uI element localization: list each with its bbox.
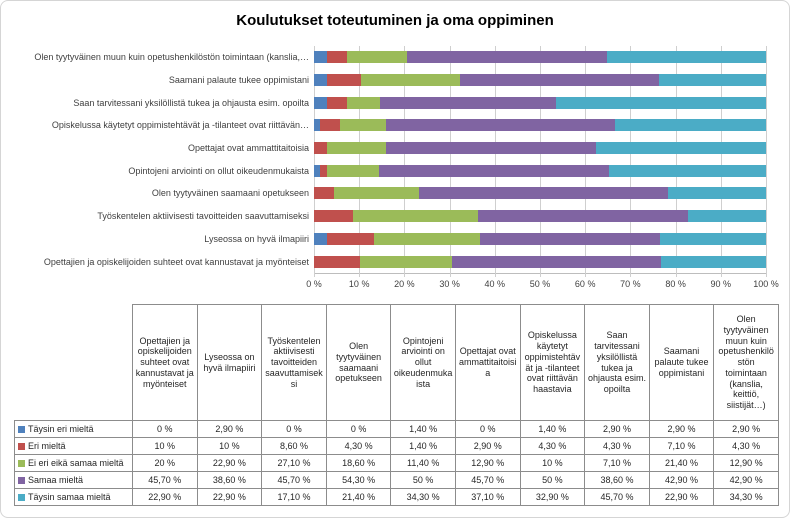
category-label: Saan tarvitessani yksilöllistä tukea ja ohjausta esim. opoilta bbox=[73, 97, 309, 108]
legend-label: Täysin samaa mieltä bbox=[28, 492, 111, 502]
column-header: Olen tyytyväinen saamaani opetukseen bbox=[326, 305, 391, 421]
header-row bbox=[15, 305, 779, 421]
value-cell: 7,10 % bbox=[649, 438, 714, 455]
value-cell: 50 % bbox=[391, 472, 456, 489]
chart-row bbox=[9, 46, 766, 69]
category-label: Opettajien ja opiskelijoiden suhteet ovat kannustavat ja myönteiset bbox=[43, 256, 309, 267]
bar-track bbox=[314, 210, 766, 222]
value-cell: 45,70 % bbox=[455, 472, 520, 489]
bar-segment bbox=[596, 142, 766, 154]
x-tick-label: 70 % bbox=[620, 279, 641, 289]
category-label: Lyseossa on hyvä ilmapiiri bbox=[204, 233, 309, 244]
bar-segment bbox=[480, 233, 659, 245]
table-row bbox=[15, 438, 779, 455]
bar-segment bbox=[661, 256, 766, 268]
column-header: Saan tarvitessani yksilöllistä tukea ja ohjausta esim. opoilta bbox=[585, 305, 650, 421]
table-row bbox=[15, 455, 779, 472]
legend-label: Ei eri eikä samaa mieltä bbox=[28, 458, 124, 468]
column-header: Opettajien ja opiskelijoiden suhteet ovat kannustavat ja myönteiset bbox=[133, 305, 198, 421]
value-cell: 20 % bbox=[133, 455, 198, 472]
bar-segment bbox=[314, 97, 327, 109]
column-header: Saamani palaute tukee oppimistani bbox=[649, 305, 714, 421]
value-cell: 12,90 % bbox=[714, 455, 779, 472]
x-tick-label: 20 % bbox=[394, 279, 415, 289]
value-cell: 22,90 % bbox=[649, 489, 714, 506]
value-cell: 0 % bbox=[455, 421, 520, 438]
bar-segment bbox=[314, 210, 353, 222]
bar-segment bbox=[347, 51, 407, 63]
value-cell: 54,30 % bbox=[326, 472, 391, 489]
bar-segment bbox=[668, 187, 766, 199]
value-cell: 4,30 % bbox=[520, 438, 585, 455]
value-cell: 50 % bbox=[520, 472, 585, 489]
value-cell: 45,70 % bbox=[262, 472, 327, 489]
bar-segment bbox=[386, 119, 615, 131]
chart-row bbox=[9, 228, 766, 251]
bar-track bbox=[314, 51, 766, 63]
value-cell: 1,40 % bbox=[391, 421, 456, 438]
value-cell: 1,40 % bbox=[391, 438, 456, 455]
bar-segment bbox=[327, 51, 347, 63]
stacked-bar-chart bbox=[9, 46, 766, 273]
chart-row bbox=[9, 69, 766, 92]
legend-cell bbox=[15, 455, 133, 472]
bar-segment bbox=[407, 51, 606, 63]
value-cell: 4,30 % bbox=[585, 438, 650, 455]
x-tick-label: 60 % bbox=[574, 279, 596, 289]
chart-row bbox=[9, 91, 766, 114]
bar-segment bbox=[327, 74, 360, 86]
legend-label: Eri mieltä bbox=[28, 441, 66, 451]
value-cell: 22,90 % bbox=[133, 489, 198, 506]
bar-segment bbox=[327, 97, 347, 109]
bar-segment bbox=[320, 119, 340, 131]
value-cell: 21,40 % bbox=[326, 489, 391, 506]
legend-swatch-icon bbox=[18, 443, 25, 450]
value-cell: 10 % bbox=[520, 455, 585, 472]
value-cell: 42,90 % bbox=[649, 472, 714, 489]
x-tick-label: 10 % bbox=[348, 279, 370, 289]
bar-track bbox=[314, 256, 766, 268]
bar-segment bbox=[556, 97, 765, 109]
chart-title: Koulutukset toteutuminen ja oma oppiminen bbox=[236, 12, 554, 29]
value-cell: 45,70 % bbox=[133, 472, 198, 489]
bar-segment bbox=[609, 165, 766, 177]
bar-track bbox=[314, 233, 766, 245]
bar-segment bbox=[327, 233, 373, 245]
chart-row bbox=[9, 205, 766, 228]
table-row bbox=[15, 472, 779, 489]
legend-swatch-icon bbox=[18, 426, 25, 433]
legend-label: Samaa mieltä bbox=[28, 475, 84, 485]
value-cell: 2,90 % bbox=[714, 421, 779, 438]
chart-row bbox=[9, 159, 766, 182]
x-tick-label: 0 % bbox=[306, 279, 322, 289]
value-cell: 32,90 % bbox=[520, 489, 585, 506]
bar-track bbox=[314, 119, 766, 131]
table-row bbox=[15, 421, 779, 438]
column-header: Lyseossa on hyvä ilmapiiri bbox=[197, 305, 262, 421]
value-cell: 12,90 % bbox=[455, 455, 520, 472]
legend-swatch-icon bbox=[18, 460, 25, 467]
value-cell: 38,60 % bbox=[585, 472, 650, 489]
bar-segment bbox=[360, 256, 452, 268]
bar-segment bbox=[460, 74, 659, 86]
bar-track bbox=[314, 165, 766, 177]
x-tick-label: 30 % bbox=[439, 279, 460, 289]
bar-segment bbox=[380, 97, 557, 109]
column-header: Työskentelen aktiivisesti tavoitteiden saavuttamiseksi bbox=[262, 305, 327, 421]
bar-segment bbox=[327, 142, 386, 154]
bar-segment bbox=[379, 165, 608, 177]
bar-segment bbox=[327, 165, 379, 177]
legend-cell bbox=[15, 421, 133, 438]
legend-swatch-icon bbox=[18, 477, 25, 484]
chart-row bbox=[9, 182, 766, 205]
bar-segment bbox=[478, 210, 688, 222]
bar-segment bbox=[688, 210, 766, 222]
column-header: Opintojeni arviointi on ollut oikeudenmukaista bbox=[391, 305, 456, 421]
value-cell: 2,90 % bbox=[197, 421, 262, 438]
bar-segment bbox=[386, 142, 595, 154]
value-cell: 1,40 % bbox=[520, 421, 585, 438]
bar-track bbox=[314, 74, 766, 86]
column-header: Opettajat ovat ammattitaitoisia bbox=[455, 305, 520, 421]
x-tick-label: 50 % bbox=[529, 279, 551, 289]
category-label: Olen tyytyväinen saamaani opetukseen bbox=[151, 188, 309, 199]
category-label: Olen tyytyväinen muun kuin opetushenkilöstön toimintaan (kanslia,… bbox=[34, 52, 309, 63]
bar-track bbox=[314, 187, 766, 199]
value-cell: 4,30 % bbox=[714, 438, 779, 455]
x-tick-label: 90 % bbox=[710, 279, 732, 289]
bar-segment bbox=[340, 119, 386, 131]
value-cell: 22,90 % bbox=[197, 489, 262, 506]
bar-segment bbox=[659, 74, 765, 86]
value-cell: 0 % bbox=[326, 421, 391, 438]
bar-segment bbox=[419, 187, 668, 199]
bar-segment bbox=[314, 256, 360, 268]
value-cell: 38,60 % bbox=[197, 472, 262, 489]
table-corner-cell bbox=[15, 305, 133, 421]
bar-segment bbox=[314, 74, 327, 86]
category-label: Saamani palaute tukee oppimistani bbox=[168, 75, 309, 86]
bar-segment bbox=[334, 187, 419, 199]
gridline bbox=[766, 46, 767, 277]
chart-row bbox=[9, 250, 766, 273]
value-cell: 37,10 % bbox=[455, 489, 520, 506]
value-cell: 21,40 % bbox=[649, 455, 714, 472]
bar-track bbox=[314, 142, 766, 154]
bar-segment bbox=[314, 187, 334, 199]
bar-segment bbox=[615, 119, 766, 131]
value-cell: 34,30 % bbox=[391, 489, 456, 506]
value-cell: 7,10 % bbox=[585, 455, 650, 472]
x-tick-label: 40 % bbox=[484, 279, 506, 289]
category-label: Työskentelen aktiivisesti tavoitteiden saavuttamiseksi bbox=[97, 211, 309, 222]
legend-swatch-icon bbox=[18, 494, 25, 501]
value-cell: 34,30 % bbox=[714, 489, 779, 506]
value-cell: 11,40 % bbox=[391, 455, 456, 472]
chart-row bbox=[9, 137, 766, 160]
bar-segment bbox=[314, 233, 327, 245]
bar-segment bbox=[607, 51, 766, 63]
legend-cell bbox=[15, 472, 133, 489]
value-cell: 17,10 % bbox=[262, 489, 327, 506]
bar-segment bbox=[660, 233, 766, 245]
value-cell: 0 % bbox=[262, 421, 327, 438]
value-cell: 22,90 % bbox=[197, 455, 262, 472]
value-cell: 42,90 % bbox=[714, 472, 779, 489]
x-tick-label: 100 % bbox=[753, 279, 779, 289]
value-cell: 2,90 % bbox=[649, 421, 714, 438]
column-header: Olen tyytyväinen muun kuin opetushenkilöstön toimintaan (kanslia, keittiö, siistijät…) bbox=[714, 305, 779, 421]
value-cell: 10 % bbox=[133, 438, 198, 455]
chart-row bbox=[9, 114, 766, 137]
bar-segment bbox=[374, 233, 480, 245]
category-label: Opiskelussa käytetyt oppimistehtävät ja -tilanteet ovat riittävän… bbox=[51, 120, 309, 131]
x-tick-label: 80 % bbox=[665, 279, 686, 289]
bar-segment bbox=[347, 97, 380, 109]
value-cell: 0 % bbox=[133, 421, 198, 438]
value-cell: 10 % bbox=[197, 438, 262, 455]
x-axis bbox=[306, 279, 779, 291]
category-label: Opintojeni arviointi on ollut oikeudenmukaista bbox=[128, 165, 309, 176]
bar-track bbox=[314, 97, 766, 109]
bar-segment bbox=[452, 256, 661, 268]
legend-label: Täysin eri mieltä bbox=[28, 424, 94, 434]
data-table bbox=[14, 304, 779, 506]
column-header: Opiskelussa käytetyt oppimistehtävät ja -tilanteet ovat riittävän haastavia bbox=[520, 305, 585, 421]
table-row bbox=[15, 489, 779, 506]
value-cell: 4,30 % bbox=[326, 438, 391, 455]
bar-segment bbox=[353, 210, 477, 222]
bar-segment bbox=[314, 51, 327, 63]
legend-cell bbox=[15, 489, 133, 506]
value-cell: 8,60 % bbox=[262, 438, 327, 455]
value-cell: 18,60 % bbox=[326, 455, 391, 472]
value-cell: 2,90 % bbox=[585, 421, 650, 438]
value-cell: 27,10 % bbox=[262, 455, 327, 472]
value-cell: 45,70 % bbox=[585, 489, 650, 506]
value-cell: 2,90 % bbox=[455, 438, 520, 455]
bar-segment bbox=[361, 74, 461, 86]
legend-cell bbox=[15, 438, 133, 455]
category-label: Opettajat ovat ammattitaitoisia bbox=[187, 143, 309, 154]
bar-segment bbox=[314, 142, 327, 154]
